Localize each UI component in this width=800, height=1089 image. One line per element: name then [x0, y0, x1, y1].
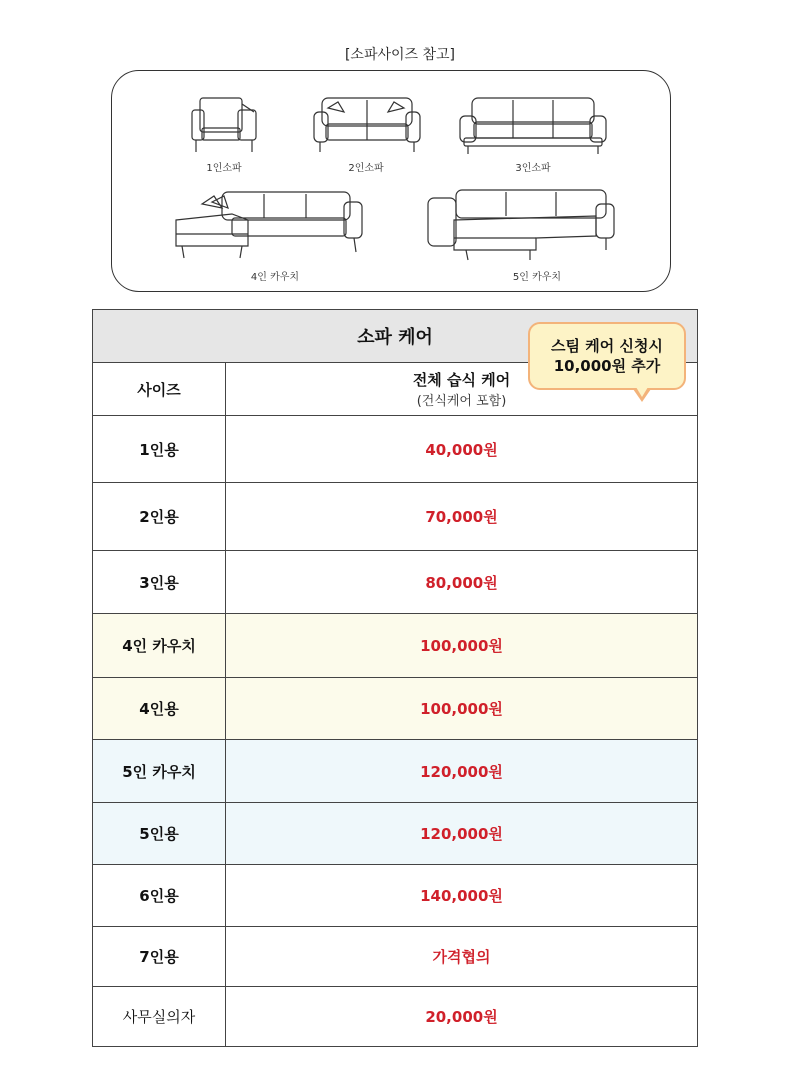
- price-cell: 80,000원: [226, 551, 698, 614]
- price-header-line1: 전체 습식 케어: [412, 371, 511, 389]
- callout-line1: 스팀 케어 신청시: [551, 337, 663, 355]
- table-row: [93, 416, 698, 483]
- size-cell: 7인용: [93, 927, 226, 987]
- size-cell: 사무실의자: [93, 987, 226, 1047]
- sofa-label-5: 5인 카우치: [512, 272, 562, 283]
- size-cell: 5인 카우치: [93, 740, 226, 803]
- price-header-line2: (건식케어 포함): [416, 394, 507, 409]
- table-row: [93, 483, 698, 551]
- table-row: [93, 803, 698, 865]
- size-cell: 6인용: [93, 865, 226, 927]
- price-cell: 100,000원: [226, 678, 698, 740]
- sofa-label-4: 4인 카우치: [250, 272, 300, 283]
- price-cell: 40,000원: [226, 416, 698, 483]
- table-title: 소파 케어: [93, 310, 698, 363]
- price-cell: 120,000원: [226, 740, 698, 803]
- size-cell: 1인용: [93, 416, 226, 483]
- size-cell: 2인용: [93, 483, 226, 551]
- size-cell: 4인용: [93, 678, 226, 740]
- price-cell: 100,000원: [226, 614, 698, 678]
- size-cell: 5인용: [93, 803, 226, 865]
- four-seat-couch-illustration: [172, 188, 364, 262]
- table-row: [93, 678, 698, 740]
- loveseat-illustration: [312, 94, 422, 154]
- table-row: [93, 927, 698, 987]
- size-cell: 4인 카우치: [93, 614, 226, 678]
- price-cell: 140,000원: [226, 865, 698, 927]
- table-row: [93, 614, 698, 678]
- sofa-care-price-table: [92, 309, 698, 1047]
- five-seat-couch-illustration: [426, 186, 616, 264]
- reference-title: [소파사이즈 참고]: [344, 47, 456, 63]
- table-row: [93, 865, 698, 927]
- table-row: [93, 987, 698, 1047]
- table-row: [93, 740, 698, 803]
- callout-line2: 10,000원 추가: [553, 357, 661, 375]
- armchair-illustration: [190, 94, 262, 154]
- sofa-label-1: 1인소파: [206, 163, 242, 174]
- price-cell: 가격협의: [226, 927, 698, 987]
- price-cell: 120,000원: [226, 803, 698, 865]
- callout-tail-inner: [636, 387, 648, 397]
- price-cell: 70,000원: [226, 483, 698, 551]
- steam-care-callout: [528, 322, 686, 390]
- three-seat-sofa-illustration: [458, 94, 608, 156]
- size-cell: 3인용: [93, 551, 226, 614]
- sofa-label-3: 3인소파: [515, 163, 551, 174]
- size-column-header: 사이즈: [93, 363, 226, 416]
- sofa-label-2: 2인소파: [348, 163, 384, 174]
- price-cell: 20,000원: [226, 987, 698, 1047]
- table-row: [93, 551, 698, 614]
